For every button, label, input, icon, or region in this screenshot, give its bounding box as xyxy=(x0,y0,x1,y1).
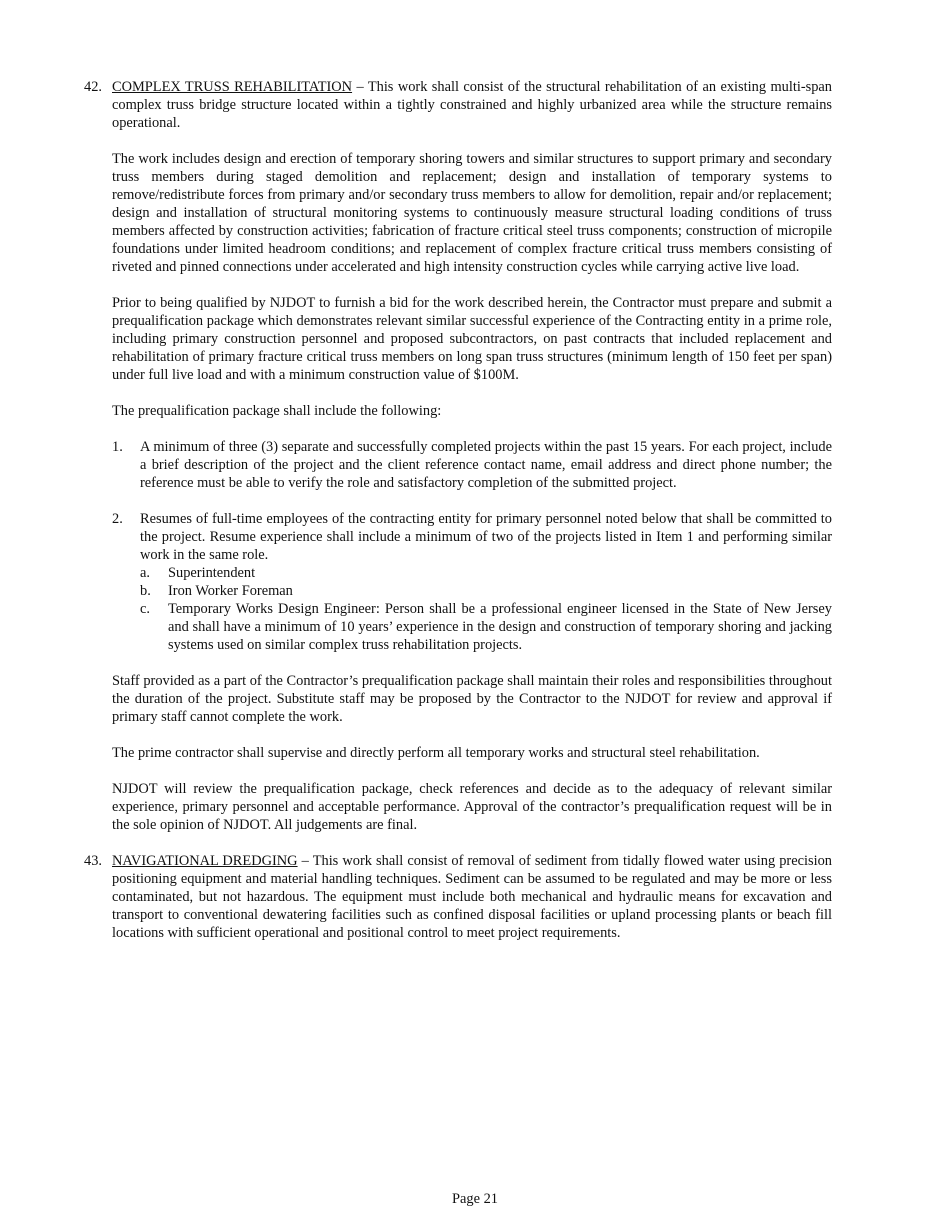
body-paragraph: NJDOT will review the prequalification package, check references and decide as to the adequacy of relevant similar experience, primary personnel and acceptable performance. Approval of the contractor’s prequalification request will be in the sole opinion of NJDOT. All judgements are final. xyxy=(112,781,832,833)
body-paragraph: The work includes design and erection of temporary shoring towers and similar structures to support primary and secondary truss members during staged demolition and replacement; design and installation of temporary systems to remove/redistribute forces from primary and/or secondary truss members to allow for demolition, repair and/or replacement; design and installation of structural monitoring systems to continuously measure structural loading conditions of truss members affected by construction activities; fabrication of fracture critical steel truss components; construction of micropile foundations under limited headroom conditions; and replacement of complex fracture critical truss members consisting of riveted and pinned connections under accelerated and high intensity construction cycles while carrying active live load. xyxy=(112,151,832,275)
list-item-text: Resumes of full-time employees of the contracting entity for primary personnel noted below that shall be committed to the project. Resume experience shall include a minimum of two of the projects listed in Item 1 and performing similar work in the same role. xyxy=(140,511,832,563)
list-item xyxy=(112,438,832,492)
item-intro-paragraph xyxy=(112,78,832,132)
body-paragraph: Prior to being qualified by NJDOT to furnish a bid for the work described herein, the Contractor must prepare and submit a prequalification package which demonstrates relevant similar successful experience of the Contracting entity in a prime role, including primary construction personnel and proposed subcontractors, on past contracts that included replacement and rehabilitation of primary fracture critical truss members on long span truss structures (minimum length of 150 feet per span) under full live load and with a minimum construction value of $100M. xyxy=(112,295,832,383)
sub-list-item xyxy=(140,582,832,600)
body-paragraph: The prequalification package shall include the following: xyxy=(112,403,442,419)
item-number: 42. xyxy=(84,79,102,95)
heading-separator: – xyxy=(297,853,313,869)
sub-list-text: Iron Worker Foreman xyxy=(168,583,293,599)
heading-separator: – xyxy=(352,79,368,95)
item-intro-text: This work shall consist of removal of sediment from tidally flowed water using precision positioning equipment and material handling techniques. Sediment can be assumed to be regulated and may be more or less contaminated, but not hazardous. The equipment must include both mechanical and hydraulic means for excavation and transport to conventional dewatering facilities such as confined disposal facilities or upland processing plants or beach fill locations with sufficient operational and positional control to meet project requirements. xyxy=(112,853,832,941)
item-intro-paragraph xyxy=(112,852,832,942)
item-intro-text: This work shall consist of the structural rehabilitation of an existing multi-span complex truss bridge structure located within a tightly constrained and highly urbanized area while the structure remains operational. xyxy=(112,79,832,131)
section-item-43 xyxy=(84,852,832,942)
list-item-text: A minimum of three (3) separate and successfully completed projects within the past 15 years. For each project, include a brief description of the project and the client reference contact name, email address and direct phone number; the reference must be able to verify the role and satisfactory completion of the submitted project. xyxy=(140,439,832,491)
sub-list-letter: c. xyxy=(140,601,150,617)
section-item-42 xyxy=(84,78,832,834)
body-paragraph: Staff provided as a part of the Contractor’s prequalification package shall maintain their roles and responsibilities throughout the duration of the project. Substitute staff may be proposed by the Contractor to the NJDOT for review and approval if primary staff cannot complete the work. xyxy=(112,673,832,725)
sub-list-text: Temporary Works Design Engineer: Person shall be a professional engineer licensed in the State of New Jersey and shall have a minimum of 10 years’ experience in the design and construction of temporary shoring and jacking systems used on similar complex truss rehabilitation projects. xyxy=(168,601,832,653)
sub-list-item xyxy=(140,564,832,582)
item-heading: COMPLEX TRUSS REHABILITATION xyxy=(112,79,353,95)
sub-list-letter: b. xyxy=(140,583,151,599)
list-item xyxy=(112,510,832,654)
list-item-number: 2. xyxy=(112,511,123,527)
document-body xyxy=(84,78,832,942)
list-item-number: 1. xyxy=(112,439,123,455)
item-number: 43. xyxy=(84,853,102,869)
sub-list-item xyxy=(140,600,832,654)
sub-list-letter: a. xyxy=(140,565,150,581)
body-paragraph: The prime contractor shall supervise and directly perform all temporary works and structural steel rehabilitation. xyxy=(112,745,760,761)
sub-list-text: Superintendent xyxy=(168,565,256,581)
page-number: Page 21 xyxy=(452,1191,498,1207)
item-heading: NAVIGATIONAL DREDGING xyxy=(112,853,298,869)
